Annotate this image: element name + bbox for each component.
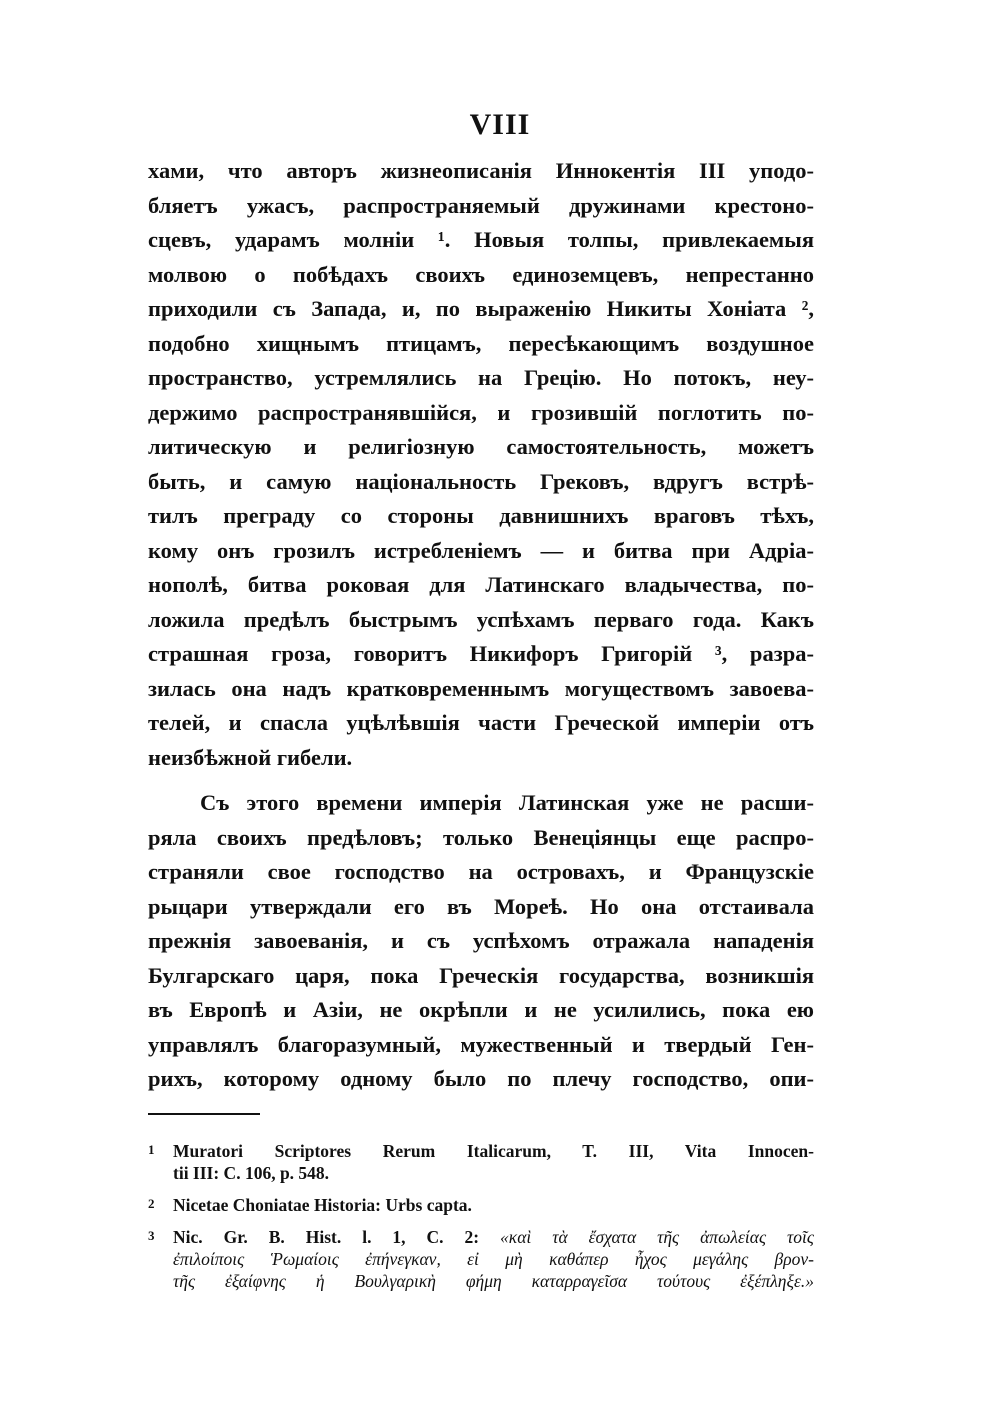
paragraph-1 [148,154,814,775]
footnotes [148,1140,814,1302]
text-line: зилась она надъ кратковременнымъ могуществомъ завоева- [148,675,814,701]
footnote-line: Nicetae Choniatae Historia: Urbs capta. [173,1195,472,1215]
footnote-rule [148,1113,260,1115]
text-line: быть, и самую національность Грековъ, вдругъ встрѣ- [148,468,814,494]
text-line: кому онъ грозилъ истребленіемъ — и битва при Адріа- [148,537,814,563]
text-line: бляетъ ужасъ, распространяемый дружинами крестоно- [148,192,814,218]
page-number: VIII [469,108,531,141]
footnote-line: tii III: C. 106, p. 548. [173,1163,330,1183]
footnote-citation: Nic. Gr. B. Hist. l. 1, C. 2: [173,1227,501,1247]
text-line: телей, и спасла уцѣлѣвшія части Греческой имперіи отъ [148,710,814,735]
greek-quote-line: τῆς ἐξαίφνης ἡ Βουλγαρικὴ φήμη καταρραγεῖσα τούτους ἐξέπληξε.» [173,1271,814,1291]
text-line: пространство, устремлялись на Грецію. Но потокъ, неу- [148,365,814,390]
text-line: Съ этого времени имперія Латинская уже не расши- [200,790,814,815]
text-line: Булгарскаго царя, пока Греческія государства, возникшія [148,962,814,988]
greek-quote: «καὶ τὰ ἔσχατα τῆς ἀπωλείας τοῖς [500,1227,814,1247]
text-line: приходили съ Запада, и, по выраженію Никиты Хоніата ², [148,296,814,321]
text-line: литическую и религіозную самостоятельность, можетъ [148,434,814,459]
text-line: рыцари утверждали его въ Мореѣ. Но она отстаивала [148,893,814,919]
text-line: рихъ, которому одному было по плечу господство, опи- [148,1066,814,1091]
footnote-2 [148,1194,814,1216]
footnote-3 [148,1226,814,1292]
text-line: тилъ преграду со стороны давнишнихъ враговъ тѣхъ, [148,503,814,528]
footnote-mark: 3 [148,1228,155,1243]
text-line: страняли свое господство на островахъ, и Французскіе [148,859,814,884]
text-line: хами, что авторъ жизнеописанія Иннокентія III уподо- [148,158,814,183]
text-line: ложила предѣлъ быстрымъ успѣхамъ перваго года. Какъ [148,606,814,632]
text-line: молвою о побѣдахъ своихъ единоземцевъ, непрестанно [148,261,814,287]
text-line: въ Европѣ и Азіи, не окрѣпли и не усилились, пока ею [148,997,814,1022]
text-line: управлялъ благоразумный, мужественный и твердый Ген- [148,1031,814,1057]
text-line: ряла своихъ предѣловъ; только Венеціянцы еще распро- [148,824,814,850]
footnote-mark: 2 [148,1196,155,1211]
text-line: нополѣ, битва роковая для Латинскаго владычества, по- [148,572,814,597]
text-line: сцевъ, ударамъ молніи ¹. Новыя толпы, привлекаемыя [148,227,814,252]
footnote-line: Muratori Scriptores Rerum Italicarum, T. III, Vita Innocen- [173,1141,814,1161]
footnote-line [173,1226,814,1248]
paragraph-2 [148,786,814,1097]
greek-quote-line: ἐπιλοίποις Ῥωμαίοις ἐπήνεγκαν, εἰ μὴ καθάπερ ἦχος μεγάλης βρον- [173,1249,814,1269]
main-text [148,154,814,1097]
paragraph-gap [148,775,814,786]
footnote-1 [148,1140,814,1184]
footnote-mark: 1 [148,1142,155,1157]
text-line: держимо распространявшійся, и грозившій поглотить по- [148,399,814,425]
text-line: прежнія завоеванія, и съ успѣхомъ отражала нападенія [148,928,814,953]
text-line: подобно хищнымъ птицамъ, пересѣкающимъ воздушное [148,330,814,356]
text-line: страшная гроза, говоритъ Никифоръ Григорій ³, разра- [148,641,814,666]
text-line: неизбѣжной гибели. [148,744,353,770]
